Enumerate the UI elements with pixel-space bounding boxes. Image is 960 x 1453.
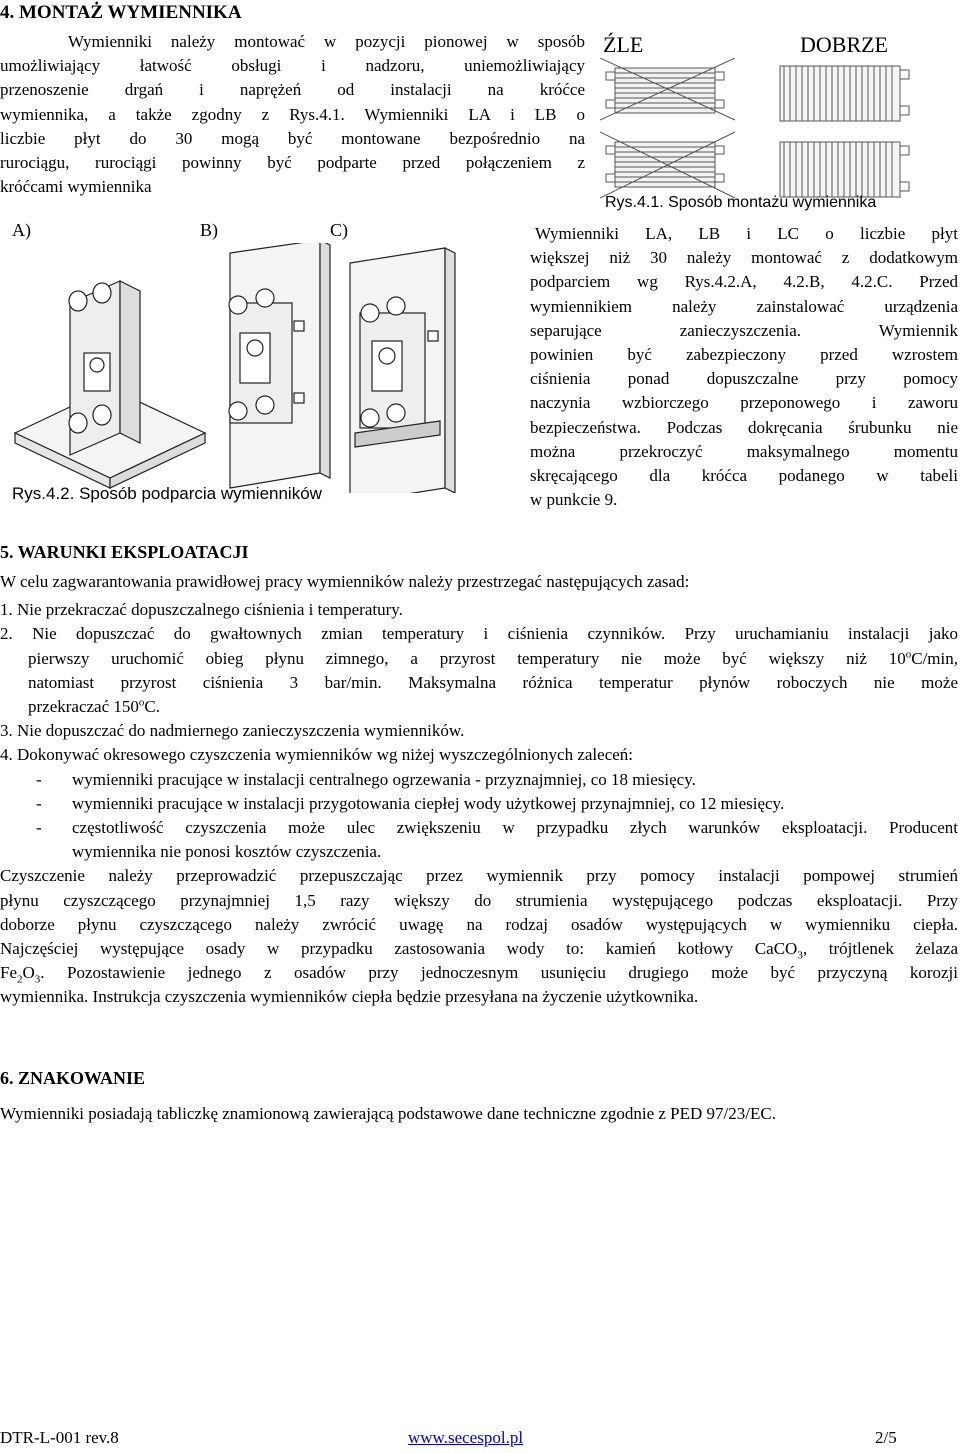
footer-doc-id: DTR-L-001 rev.8 <box>0 1428 119 1447</box>
section-6-title: 6. ZNAKOWANIE <box>0 1068 146 1088</box>
rule-2-line: 2. Nie dopuszczać do gwałtownych zmian temperatury i ciśnienia czynników. Przy uruchamianiu instalacji jako <box>0 624 958 644</box>
mounting-illustration <box>600 58 930 208</box>
bullet-3-cont: wymiennika nie ponosi kosztów czyszczenia. <box>72 842 382 862</box>
right-line: Wymienniki LA, LB i LC o liczbie płyt <box>535 224 958 243</box>
fig-label-wrong: ŹLE <box>603 32 644 57</box>
rule-3: 3. Nie dopuszczać do nadmiernego zanieczyszczenia wymienników. <box>0 721 465 741</box>
cleaning-line: Czyszczenie należy przeprowadzić przepuszczając przez wymiennik przy pomocy instalacji pompowej strumień <box>0 866 958 886</box>
section-4-right-text <box>530 222 958 512</box>
rule-2-line: natomiast przyrost ciśnienia 3 bar/min. Maksymalna różnica temperatur płynów roboczych nie może <box>28 672 958 692</box>
intro-line: liczbie płyt do 30 mogą być montowane bezpośrednio na <box>0 128 585 148</box>
section-5-intro: W celu zagwarantowania prawidłowej pracy wymienników należy przestrzegać następujących zasad: <box>0 572 690 591</box>
fig-label-c: C) <box>330 220 348 240</box>
right-line: większej niż 30 należy montować z dodatkowym <box>530 248 958 268</box>
right-line: separujące zanieczyszczenia. Wymiennik <box>530 320 958 340</box>
rule-4: 4. Dokonywać okresowego czyszczenia wymienników wg niżej wyszczególnionych zaleceń: <box>0 745 634 765</box>
bullet-3: - częstotliwość czyszczenia może ulec zwiększeniu w przypadku złych warunków eksploatacji. Producent <box>36 818 958 838</box>
section-5-title: 5. WARUNKI EKSPLOATACJI <box>0 542 249 562</box>
cleaning-line: wymiennika. Instrukcja czyszczenia wymienników ciepła będzie przesyłana na życzenie użytkownika. <box>0 987 699 1007</box>
cleaning-line: Najczęściej występujące osady w przypadku zastosowania wody to: kamień kotłowy CaCO$_3$, trójtlenek żelaza <box>0 939 958 962</box>
cleaning-line: doborze płynu czyszczącego należy zwrócić uwagę na rodzaj osadów występujących w wymienniku ciepła. <box>0 914 958 934</box>
intro-line: rurociągu, rurociągi powinny być podparte przed połączeniem z <box>0 153 585 173</box>
fig-label-right: DOBRZE <box>800 32 888 57</box>
support-illustration <box>0 243 520 493</box>
section-5-body <box>0 570 958 1010</box>
rule-1: 1. Nie przekraczać dopuszczalnego ciśnienia i temperatury. <box>0 600 403 620</box>
bullet-2: - wymienniki pracujące w instalacji przygotowania ciepłej wody użytkowej przynajmniej, co 12 miesięcy. <box>36 793 785 813</box>
figure-4-1 <box>600 28 960 218</box>
right-line: ciśnienia ponad dopuszczalne przy pomocy <box>530 369 958 389</box>
figure-4-2 <box>0 218 525 518</box>
rule-2-line: przekraczać 150$^o$C. <box>28 696 160 717</box>
rule-2-line: pierwszy uruchomić obieg płynu zimnego, a przyrost temperatury nie może być większy niż 10$^o$C/min, <box>28 647 958 668</box>
right-line: powinien być zabezpieczony przed wzrostem <box>530 345 958 365</box>
intro-line: przenoszenie drgań i naprężeń od instalacji na króćce <box>0 80 585 100</box>
figure-4-2-caption: Rys.4.2. Sposób podparcia wymienników <box>12 484 322 503</box>
intro-line: wymiennika, a także zgodny z Rys.4.1. Wymienniki LA i LB o <box>0 104 585 124</box>
cleaning-line: płynu czyszczącego przynajmniej 1,5 razy większy do strumienia występującego podczas eksploatacji. Przy <box>0 890 958 910</box>
right-line: można przekroczyć maksymalnego momentu <box>530 441 958 461</box>
intro-line: króćcami wymiennika <box>0 177 152 197</box>
section-4-intro <box>0 30 585 199</box>
right-line: w punkcie 9. <box>530 490 618 510</box>
figure-4-1-caption: Rys.4.1. Sposób montażu wymiennika <box>605 194 877 211</box>
footer-page-number: 2/5 <box>875 1428 897 1447</box>
footer-website-link[interactable]: www.secespol.pl <box>408 1428 524 1447</box>
section-6-text: Wymienniki posiadają tabliczkę znamionową zawierającą podstawowe dane techniczne zgodnie z PED 97/23/EC. <box>0 1104 776 1123</box>
fig-label-b: B) <box>200 220 218 240</box>
bullet-1: - wymienniki pracujące w instalacji centralnego ogrzewania - przyznajmniej, co 18 miesięcy. <box>36 769 696 789</box>
intro-line: umożliwiający łatwość obsługi i nadzoru, uniemożliwiający <box>0 56 585 76</box>
right-line: skręcającego dla króćca podanego w tabeli <box>530 466 958 486</box>
section-4-title: 4. MONTAŻ WYMIENNIKA <box>0 2 242 23</box>
right-line: naczynia wzbiorczego przeponowego i zaworu <box>530 393 958 413</box>
right-line: podparciem wg Rys.4.2.A, 4.2.B, 4.2.C. Przed <box>530 272 958 292</box>
cleaning-line: $Fe_2O_3$. Pozostawienie jednego z osadów przy jednoczesnym usunięciu drugiego może być przyczyną korozji <box>0 963 958 986</box>
intro-line: Wymienniki należy montować w pozycji pionowej w sposób <box>68 32 585 51</box>
right-line: bezpieczeństwa. Podczas dokręcania śrubunku nie <box>530 417 958 437</box>
fig-label-a: A) <box>12 220 31 240</box>
right-line: wymiennikiem należy zainstalować urządzenia <box>530 296 958 316</box>
